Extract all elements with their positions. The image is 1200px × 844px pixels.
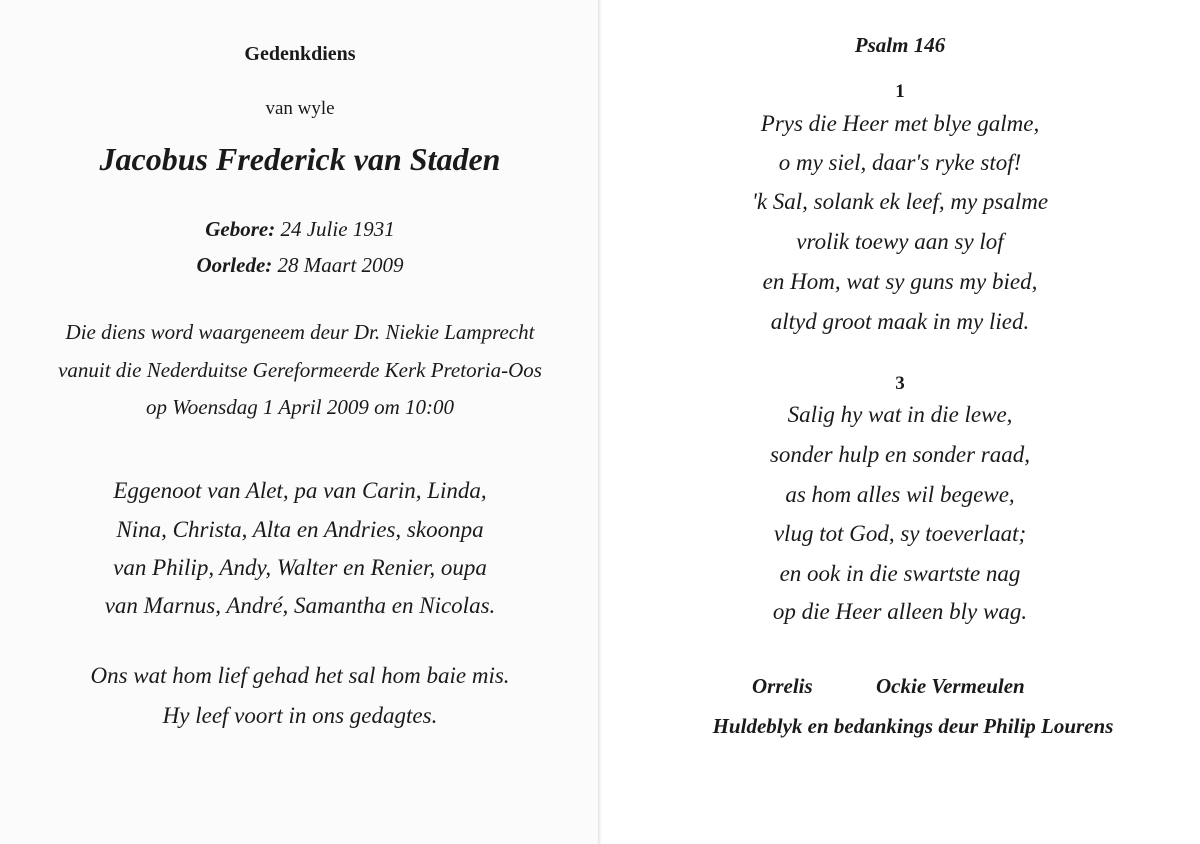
service-line: vanuit die Nederduitse Gereformeerde Kerk Pretoria-Oos bbox=[58, 358, 542, 382]
verse-line: op die Heer alleen bly wag. bbox=[772, 599, 1028, 624]
organist-label: Orrelis bbox=[752, 674, 813, 698]
memorial-subheading: van wyle bbox=[265, 98, 335, 119]
died-label: Oorlede: bbox=[196, 253, 273, 277]
memorial-heading: Gedenkdiens bbox=[244, 43, 356, 65]
born-date: 24 Julie 1931 bbox=[280, 217, 395, 241]
deceased-name: Jacobus Frederick van Staden bbox=[99, 141, 501, 177]
verse-number: 1 bbox=[895, 81, 905, 102]
verse-line: altyd groot maak in my lied. bbox=[770, 309, 1030, 334]
verse-number: 3 bbox=[895, 373, 905, 394]
verse-line: Prys die Heer met blye galme, bbox=[760, 111, 1040, 136]
verse-line: Salig hy wat in die lewe, bbox=[787, 402, 1013, 427]
born-label: Gebore: bbox=[205, 217, 276, 241]
family-line: Eggenoot van Alet, pa van Carin, Linda, bbox=[113, 478, 487, 503]
verse-line: 'k Sal, solank ek leef, my psalme bbox=[751, 189, 1049, 214]
verse-line: as hom alles wil begewe, bbox=[785, 482, 1015, 507]
verse-line: vlug tot God, sy toeverlaat; bbox=[773, 521, 1027, 546]
closing-line: Ons wat hom lief gehad het sal hom baie mis. bbox=[90, 663, 510, 688]
tribute-line: Huldeblyk en bedankings deur Philip Lourens bbox=[712, 714, 1114, 738]
verse-line: en ook in die swartste nag bbox=[779, 561, 1021, 586]
verse-line: vrolik toewy aan sy lof bbox=[796, 229, 1004, 254]
verse-line: sonder hulp en sonder raad, bbox=[769, 442, 1031, 467]
service-line: op Woensdag 1 April 2009 om 10:00 bbox=[145, 395, 454, 419]
died-row bbox=[0, 255, 600, 276]
organist-name: Ockie Vermeulen bbox=[876, 674, 1025, 698]
born-row bbox=[0, 219, 600, 240]
service-line: Die diens word waargeneem deur Dr. Niekie Lamprecht bbox=[65, 320, 535, 344]
verse-line: en Hom, wat sy guns my bied, bbox=[762, 269, 1038, 294]
psalm-title: Psalm 146 bbox=[854, 33, 946, 57]
verse-line: o my siel, daar's ryke stof! bbox=[778, 150, 1022, 175]
family-line: Nina, Christa, Alta en Andries, skoonpa bbox=[116, 517, 484, 542]
closing-line: Hy leef voort in ons gedagtes. bbox=[162, 703, 438, 728]
family-line: van Marnus, André, Samantha en Nicolas. bbox=[104, 593, 496, 618]
family-line: van Philip, Andy, Walter en Renier, oupa bbox=[113, 555, 487, 580]
died-date: 28 Maart 2009 bbox=[277, 253, 404, 277]
